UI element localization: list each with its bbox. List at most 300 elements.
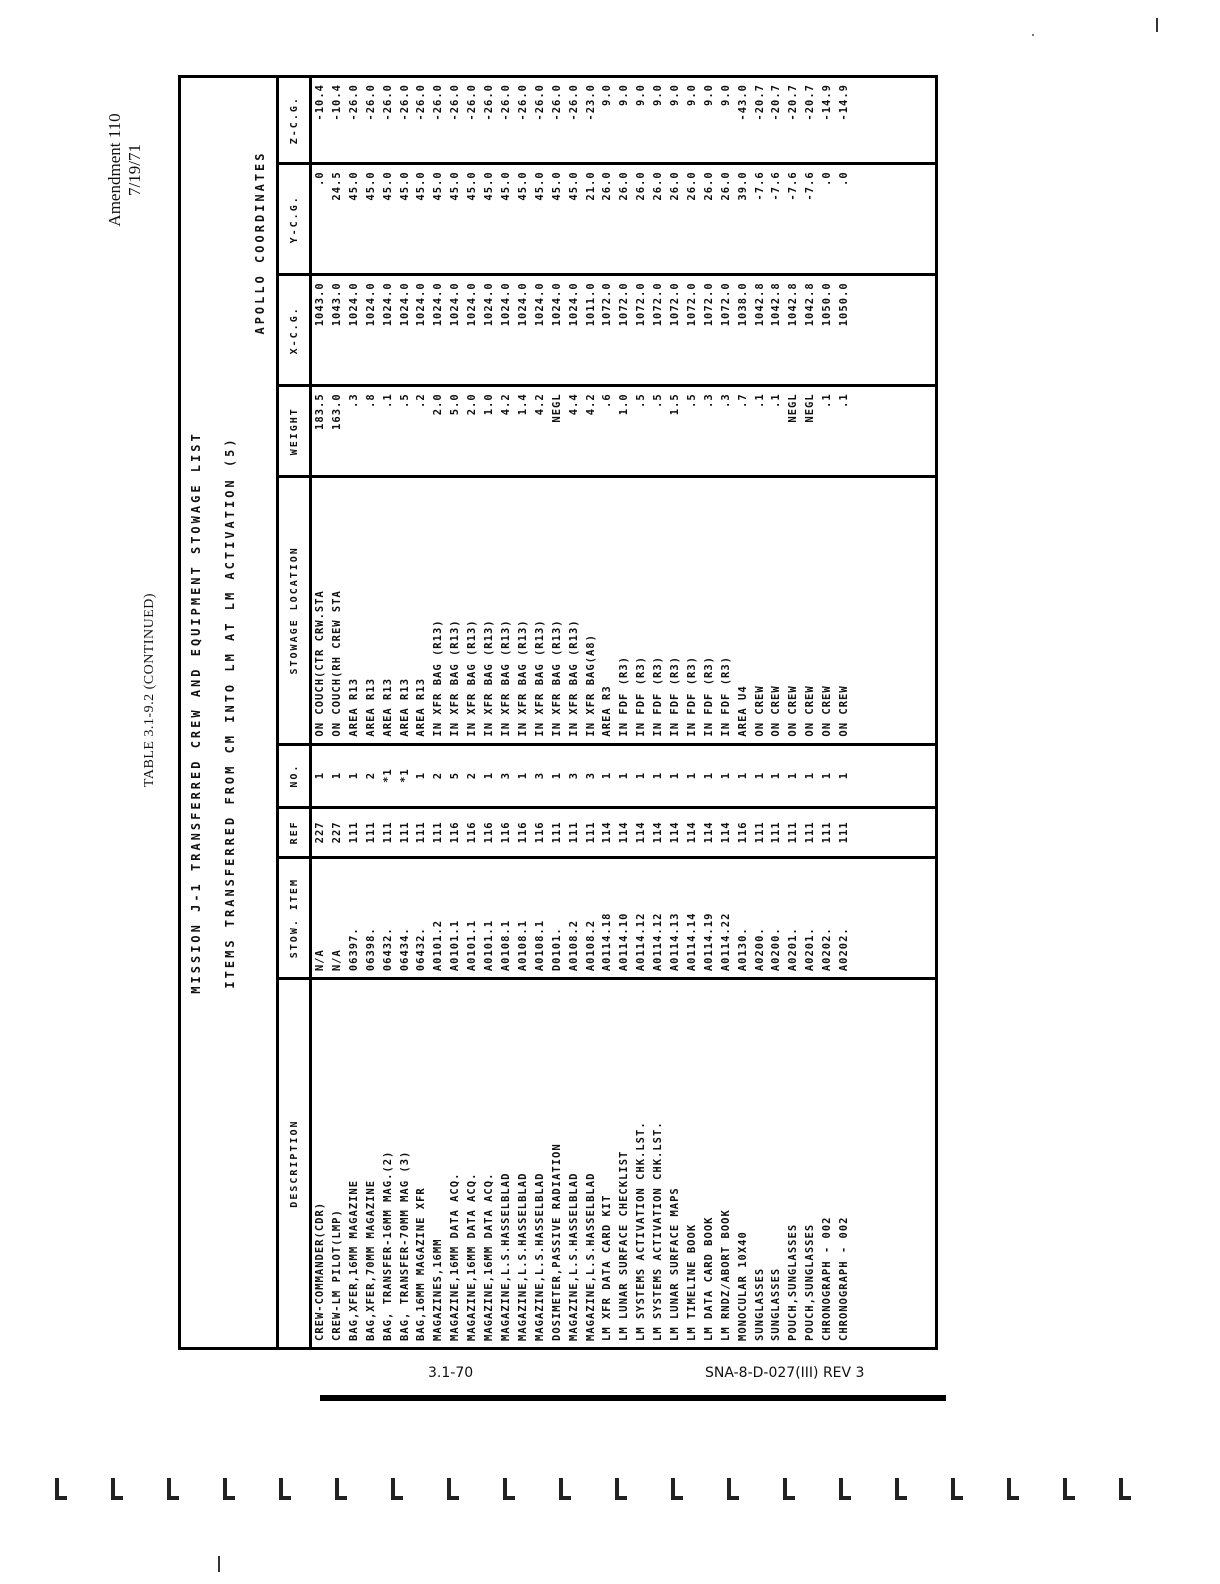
table-cell: 1 (549, 744, 566, 807)
table-cell: 45.0 (397, 164, 414, 275)
table-cell: 1042.8 (785, 275, 802, 386)
table-cell: 2.0 (464, 386, 481, 477)
registration-mark-base (671, 1496, 683, 1500)
col-stowage-location: STOWAGE LOCATION (278, 477, 311, 744)
table-row (481, 78, 498, 1347)
table-cell: 1024.0 (566, 275, 583, 386)
table-row (583, 78, 600, 1347)
table-cell: 3 (566, 744, 583, 807)
table-cell: -10.4 (311, 78, 329, 164)
table-cell: N/A (329, 858, 346, 979)
table-cell: IN FDF (R3) (701, 477, 718, 744)
table-cell: ON CREW (785, 477, 802, 744)
table-cell: -26.0 (430, 78, 447, 164)
table-row (768, 78, 785, 1347)
table-cell: MONOCULAR 10X40 (736, 1231, 749, 1341)
table-cell: 26.0 (667, 164, 684, 275)
table-cell: A0101.1 (464, 858, 481, 979)
table-cell: NEGL (785, 386, 802, 477)
registration-mark (111, 1478, 123, 1500)
table-cell: SUNGLASSES (753, 1267, 766, 1341)
table-cell: 2 (464, 744, 481, 807)
table-cell: MAGAZINE,16MM DATA ACQ. (483, 1172, 496, 1341)
table-row (735, 78, 752, 1347)
table-cell: ON CREW (752, 477, 769, 744)
table-cell: 26.0 (616, 164, 633, 275)
table-cell: 06434. (397, 858, 414, 979)
table-cell: ON CREW (802, 477, 819, 744)
table-cell: -7.6 (802, 164, 819, 275)
table-cell: N/A (311, 858, 329, 979)
table-cell: .1 (836, 386, 853, 477)
table-cell: A0101.1 (481, 858, 498, 979)
table-cell: -20.7 (768, 78, 785, 164)
table-cell: *1 (397, 744, 414, 807)
col-x-cg: X-C.G. (278, 275, 311, 386)
table-cell: 26.0 (684, 164, 701, 275)
table-cell: IN FDF (R3) (633, 477, 650, 744)
table-cell: IN XFR BAG (R13) (566, 477, 583, 744)
table-cell: 26.0 (650, 164, 667, 275)
table-cell: 1072.0 (633, 275, 650, 386)
table-cell: IN XFR BAG (R13) (532, 477, 549, 744)
table-cell: .8 (363, 386, 380, 477)
table-cell: A0114.19 (701, 858, 718, 979)
table-cell: 1011.0 (583, 275, 600, 386)
table-cell: 114 (599, 807, 616, 857)
registration-mark-base (223, 1496, 235, 1500)
table-row (498, 78, 515, 1347)
table-cell: 45.0 (346, 164, 363, 275)
table-row (566, 78, 583, 1347)
table-cell: 116 (735, 807, 752, 857)
registration-mark (839, 1478, 851, 1500)
table-cell: 1042.8 (752, 275, 769, 386)
table-cell: -26.0 (515, 78, 532, 164)
registration-mark (335, 1478, 347, 1500)
table-cell: BAG,16MM MAGAZINE XFR (415, 1187, 428, 1341)
registration-mark-base (1007, 1496, 1019, 1500)
table-cell: D0101. (549, 858, 566, 979)
col-stow-item: STOW. ITEM (278, 858, 311, 979)
table-cell: A0114.13 (667, 858, 684, 979)
table-cell: NEGL (549, 386, 566, 477)
table-cell: 1 (836, 744, 853, 807)
table-cell: -14.9 (836, 78, 853, 164)
table-cell: 1024.0 (549, 275, 566, 386)
stowage-table-frame (178, 75, 938, 1350)
registration-mark-base (727, 1496, 739, 1500)
table-filler-cell (853, 477, 935, 744)
table-cell: 45.0 (481, 164, 498, 275)
table-cell: 1072.0 (616, 275, 633, 386)
table-cell: 1072.0 (718, 275, 735, 386)
table-cell: 24.5 (329, 164, 346, 275)
table-cell: 4.4 (566, 386, 583, 477)
scan-mark-top (1156, 18, 1158, 32)
table-row (549, 78, 566, 1347)
table-cell: A0114.18 (599, 858, 616, 979)
table-cell: LM LUNAR SURFACE CHECKLIST (618, 1150, 631, 1341)
table-cell: 1.4 (515, 386, 532, 477)
table-cell: 4.2 (498, 386, 515, 477)
table-cell: .5 (633, 386, 650, 477)
table-cell: 111 (346, 807, 363, 857)
table-cell: 5 (447, 744, 464, 807)
col-z-cg: Z-C.G. (278, 78, 311, 164)
table-cell: 26.0 (599, 164, 616, 275)
table-cell: 1 (735, 744, 752, 807)
registration-mark-base (895, 1496, 907, 1500)
table-filler-row (853, 78, 935, 1347)
table-cell: 1.0 (481, 386, 498, 477)
registration-mark-base (167, 1496, 179, 1500)
table-row (633, 78, 650, 1347)
table-cell: A0114.14 (684, 858, 701, 979)
table-cell: BAG, TRANSFER-70MM MAG (3) (398, 1150, 411, 1341)
registration-mark (391, 1478, 403, 1500)
table-cell: 1 (684, 744, 701, 807)
table-cell: 1.5 (667, 386, 684, 477)
table-cell: 1 (785, 744, 802, 807)
table-cell: 1050.0 (836, 275, 853, 386)
table-cell: 116 (447, 807, 464, 857)
table-cell: 1024.0 (346, 275, 363, 386)
table-filler-cell (853, 78, 935, 164)
table-cell: -26.0 (549, 78, 566, 164)
table-cell: BAG,XFER,16MM MAGAZINE (347, 1179, 360, 1341)
table-cell: IN XFR BAG (R13) (447, 477, 464, 744)
table-cell: A0114.22 (718, 858, 735, 979)
table-cell: LM LUNAR SURFACE MAPS (669, 1187, 682, 1341)
table-cell: -7.6 (785, 164, 802, 275)
table-row (532, 78, 549, 1347)
table-cell: IN XFR BAG (R13) (498, 477, 515, 744)
registration-mark (223, 1478, 235, 1500)
table-cell: NEGL (802, 386, 819, 477)
table-cell: MAGAZINE,L.S.HASSELBLAD (516, 1172, 529, 1341)
table-row (650, 78, 667, 1347)
table-cell: 1 (718, 744, 735, 807)
table-cell: A0202. (819, 858, 836, 979)
registration-mark-base (783, 1496, 795, 1500)
table-row (599, 78, 616, 1347)
table-cell: 1 (346, 744, 363, 807)
table-cell: LM DATA CARD BOOK (702, 1216, 715, 1341)
table-caption-text: TABLE 3.1-9.2 (CONTINUED) (142, 592, 157, 788)
registration-mark (167, 1478, 179, 1500)
table-cell: ON CREW (819, 477, 836, 744)
table-cell: 111 (380, 807, 397, 857)
table-cell: ON CREW (836, 477, 853, 744)
table-cell: 21.0 (583, 164, 600, 275)
table-title: MISSION J-1 TRANSFERRED CREW AND EQUIPMENT STOWAGE LIST (189, 431, 203, 994)
stowage-table-rotated (178, 75, 938, 1350)
table-cell: IN FDF (R3) (650, 477, 667, 744)
table-cell: 1 (768, 744, 785, 807)
table-cell: 114 (616, 807, 633, 857)
table-cell: 111 (836, 807, 853, 857)
table-cell: 111 (583, 807, 600, 857)
table-row (701, 78, 718, 1347)
table-cell: -20.7 (752, 78, 769, 164)
registration-mark-base (1063, 1496, 1075, 1500)
amendment-number: Amendment 110 (105, 113, 124, 227)
table-row (684, 78, 701, 1347)
table-cell: 06432. (413, 858, 430, 979)
table-cell: 2 (430, 744, 447, 807)
table-cell: LM SYSTEMS ACTIVATION CHK.LST. (652, 1121, 665, 1341)
table-cell: A0108.2 (583, 858, 600, 979)
column-header-row (278, 78, 311, 1347)
registration-mark (503, 1478, 515, 1500)
table-cell: -14.9 (819, 78, 836, 164)
table-cell: 1043.0 (311, 275, 329, 386)
table-cell: MAGAZINE,16MM DATA ACQ. (466, 1172, 479, 1341)
table-cell: 114 (667, 807, 684, 857)
table-cell: 1 (819, 744, 836, 807)
table-cell: 1042.8 (802, 275, 819, 386)
table-cell: 06397. (346, 858, 363, 979)
table-cell: A0114.12 (650, 858, 667, 979)
table-cell: 45.0 (430, 164, 447, 275)
table-cell: 9.0 (718, 78, 735, 164)
table-cell: -20.7 (785, 78, 802, 164)
table-row (430, 78, 447, 1347)
table-cell: 1072.0 (667, 275, 684, 386)
table-cell: 111 (785, 807, 802, 857)
table-cell: -43.0 (735, 78, 752, 164)
table-cell: 1024.0 (430, 275, 447, 386)
table-cell: 183.5 (311, 386, 329, 477)
table-cell: AREA R13 (380, 477, 397, 744)
table-cell: A0202. (836, 858, 853, 979)
registration-mark (671, 1478, 683, 1500)
table-cell: LM XFR DATA CARD KIT (601, 1194, 614, 1341)
table-cell: 1072.0 (684, 275, 701, 386)
table-cell: A0108.2 (566, 858, 583, 979)
table-cell: IN FDF (R3) (718, 477, 735, 744)
table-cell: MAGAZINE,L.S.HASSELBLAD (499, 1172, 512, 1341)
table-cell: 114 (684, 807, 701, 857)
table-row (363, 78, 380, 1347)
table-cell: -26.0 (397, 78, 414, 164)
table-cell: 1024.0 (481, 275, 498, 386)
table-cell: A0108.1 (515, 858, 532, 979)
registration-mark (1007, 1478, 1019, 1500)
table-cell: AREA U4 (735, 477, 752, 744)
table-cell: 1024.0 (498, 275, 515, 386)
table-cell: 227 (311, 807, 329, 857)
table-cell: LM TIMELINE BOOK (685, 1223, 698, 1341)
table-cell: 1024.0 (532, 275, 549, 386)
table-cell: ON COUCH(RH CREW STA (329, 477, 346, 744)
table-cell: IN FDF (R3) (684, 477, 701, 744)
table-cell: .2 (413, 386, 430, 477)
table-cell: 9.0 (667, 78, 684, 164)
table-cell: 111 (397, 807, 414, 857)
table-cell: -26.0 (566, 78, 583, 164)
document-id: SNA-8-D-027(III) REV 3 (705, 1365, 865, 1381)
col-y-cg: Y-C.G. (278, 164, 311, 275)
table-cell: -26.0 (498, 78, 515, 164)
table-cell: 45.0 (413, 164, 430, 275)
scan-registration-marks (55, 1478, 1165, 1504)
table-cell: LM SYSTEMS ACTIVATION CHK.LST. (635, 1121, 648, 1341)
table-cell: 2.0 (430, 386, 447, 477)
table-cell: 4.2 (532, 386, 549, 477)
page-number: 3.1-70 (428, 1365, 474, 1381)
table-cell: MAGAZINE,L.S.HASSELBLAD (567, 1172, 580, 1341)
table-cell: 1072.0 (650, 275, 667, 386)
registration-mark-base (839, 1496, 851, 1500)
table-cell: 1 (650, 744, 667, 807)
footer-rule (320, 1395, 946, 1401)
table-row (836, 78, 853, 1347)
table-cell: .7 (735, 386, 752, 477)
table-cell: 227 (329, 807, 346, 857)
table-cell: POUCH,SUNGLASSES (804, 1223, 817, 1341)
table-cell: 116 (481, 807, 498, 857)
table-cell: 114 (718, 807, 735, 857)
table-filler-cell (853, 744, 935, 807)
table-cell: IN XFR BAG (R13) (430, 477, 447, 744)
table-cell: POUCH,SUNGLASSES (787, 1223, 800, 1341)
table-cell: 1050.0 (819, 275, 836, 386)
table-cell: 1024.0 (464, 275, 481, 386)
table-cell: 116 (532, 807, 549, 857)
table-cell: 116 (464, 807, 481, 857)
table-cell: A0114.12 (633, 858, 650, 979)
table-cell: 1.0 (616, 386, 633, 477)
table-cell: MAGAZINES,16MM (432, 1238, 445, 1341)
table-cell: 45.0 (498, 164, 515, 275)
table-row (346, 78, 363, 1347)
table-cell: BAG,XFER,70MM MAGAZINE (364, 1179, 377, 1341)
table-cell: 1 (599, 744, 616, 807)
table-cell: 111 (752, 807, 769, 857)
table-filler-cell (853, 386, 935, 477)
table-cell: CHRONOGRAPH - 002 (821, 1216, 834, 1341)
amendment-note (105, 90, 165, 250)
table-cell: 9.0 (701, 78, 718, 164)
table-cell: 06432. (380, 858, 397, 979)
table-cell: 45.0 (515, 164, 532, 275)
table-cell: 111 (363, 807, 380, 857)
table-cell: -10.4 (329, 78, 346, 164)
table-row (397, 78, 414, 1347)
table-cell: 26.0 (633, 164, 650, 275)
table-row (413, 78, 430, 1347)
table-cell: .0 (819, 164, 836, 275)
table-cell: IN FDF (R3) (616, 477, 633, 744)
table-cell: -26.0 (413, 78, 430, 164)
table-cell: 45.0 (363, 164, 380, 275)
table-cell: 116 (515, 807, 532, 857)
table-row (802, 78, 819, 1347)
table-cell: 111 (819, 807, 836, 857)
table-cell: -26.0 (481, 78, 498, 164)
table-cell: 1 (481, 744, 498, 807)
table-cell: AREA R13 (363, 477, 380, 744)
table-cell: A0101.1 (447, 858, 464, 979)
table-cell: 9.0 (599, 78, 616, 164)
registration-mark (55, 1478, 67, 1500)
registration-mark (951, 1478, 963, 1500)
table-cell: A0101.2 (430, 858, 447, 979)
table-cell: 1024.0 (413, 275, 430, 386)
table-cell: 111 (802, 807, 819, 857)
table-cell: 9.0 (633, 78, 650, 164)
table-filler-cell (853, 979, 935, 1347)
table-cell: 45.0 (380, 164, 397, 275)
table-row (464, 78, 481, 1347)
table-cell: -26.0 (363, 78, 380, 164)
table-cell: 3 (498, 744, 515, 807)
table-cell: 1042.8 (768, 275, 785, 386)
col-description: DESCRIPTION (278, 979, 311, 1347)
table-cell: .5 (650, 386, 667, 477)
table-cell: MAGAZINE,16MM DATA ACQ. (449, 1172, 462, 1341)
table-cell: A0200. (768, 858, 785, 979)
table-cell: ON CREW (768, 477, 785, 744)
table-cell: 3 (532, 744, 549, 807)
table-cell: .1 (752, 386, 769, 477)
registration-mark (727, 1478, 739, 1500)
table-cell: 111 (549, 807, 566, 857)
table-filler-cell (853, 275, 935, 386)
table-cell: ON COUCH(CTR CRW.STA (311, 477, 329, 744)
table-cell: BAG, TRANSFER-16MM MAG.(2) (381, 1150, 394, 1341)
table-cell: .1 (380, 386, 397, 477)
table-filler-cell (853, 164, 935, 275)
table-cell: AREA R13 (397, 477, 414, 744)
table-cell: LM RNDZ/ABORT BOOK (719, 1209, 732, 1341)
table-cell: 2 (363, 744, 380, 807)
table-cell: SUNGLASSES (770, 1267, 783, 1341)
table-row (329, 78, 346, 1347)
table-cell: AREA R3 (599, 477, 616, 744)
table-cell: 114 (650, 807, 667, 857)
table-cell: .5 (397, 386, 414, 477)
table-cell: A0108.1 (498, 858, 515, 979)
coordinates-group-label: APOLLO COORDINATES (253, 150, 267, 335)
col-weight: WEIGHT (278, 386, 311, 477)
table-cell: IN XFR BAG (R13) (549, 477, 566, 744)
amendment-date: 7/19/71 (125, 144, 144, 196)
table-cell: .3 (346, 386, 363, 477)
table-filler-cell (853, 807, 935, 857)
table-filler-cell (853, 858, 935, 979)
table-cell: 1072.0 (701, 275, 718, 386)
table-cell: A0200. (752, 858, 769, 979)
col-ref: REF (278, 807, 311, 857)
stowage-table (276, 78, 935, 1347)
table-cell: A0201. (785, 858, 802, 979)
registration-mark (783, 1478, 795, 1500)
table-cell: IN FDF (R3) (667, 477, 684, 744)
table-body (311, 78, 936, 1347)
table-cell: IN XFR BAG (R13) (515, 477, 532, 744)
registration-mark (559, 1478, 571, 1500)
table-row (515, 78, 532, 1347)
table-cell: -23.0 (583, 78, 600, 164)
table-cell: -26.0 (447, 78, 464, 164)
table-cell: AREA R13 (413, 477, 430, 744)
table-cell: 114 (633, 807, 650, 857)
table-row (785, 78, 802, 1347)
table-cell: 114 (701, 807, 718, 857)
